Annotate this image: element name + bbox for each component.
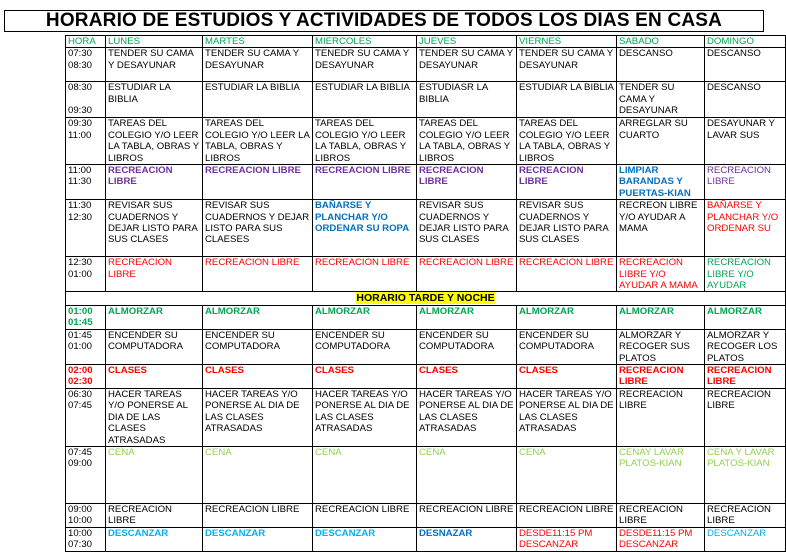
activity-cell: HACER TAREAS Y/O PONERSE AL DIA DE LAS CLASES ATRASADAS bbox=[417, 388, 517, 446]
activity-cell: RECREACION LIBRE bbox=[617, 503, 705, 527]
activity-cell: ENCENDER SU COMPUTADORA bbox=[106, 329, 203, 364]
activity-cell: RECREACION LIBRE bbox=[705, 503, 786, 527]
activity-cell: TAREAS DEL COLEGIO Y/O LEER LA TABLA, OBRAS Y LIBROS bbox=[106, 118, 203, 165]
table-row bbox=[66, 329, 786, 364]
section-banner-label: HORARIO TARDE Y NOCHE bbox=[356, 292, 495, 305]
activity-cell: DESNAZAR bbox=[417, 527, 517, 551]
activity-cell: DESAYUNAR Y LAVAR SUS bbox=[705, 118, 786, 165]
activity-cell: ALMORZAR bbox=[203, 305, 313, 329]
table-row bbox=[66, 446, 786, 503]
activity-cell: CENA bbox=[106, 446, 203, 503]
activity-cell: CENA bbox=[517, 446, 617, 503]
hour-cell: 01:45 01:00 bbox=[66, 329, 106, 364]
activity-cell: ALMORZAR bbox=[417, 305, 517, 329]
activity-cell: RECREACION LIBRE bbox=[417, 503, 517, 527]
activity-cell: RECREACION LIBRE bbox=[106, 257, 203, 292]
hour-cell: 09:00 10:00 bbox=[66, 503, 106, 527]
activity-cell: DESCANZAR bbox=[106, 527, 203, 551]
activity-cell: ENCENDER SU COMPUTADORA bbox=[517, 329, 617, 364]
hour-cell: 07:30 08:30 bbox=[66, 48, 106, 82]
activity-cell: RECREACION LIBRE bbox=[417, 165, 517, 200]
activity-cell: RECREACION LIBRE bbox=[517, 503, 617, 527]
activity-cell: ALMORZAR bbox=[313, 305, 417, 329]
hour-cell: 08:30 09:30 bbox=[66, 82, 106, 118]
activity-cell: TENDER SU CAMA Y DESAYUNAR bbox=[517, 48, 617, 82]
table-row bbox=[66, 200, 786, 257]
column-header: MARTES bbox=[203, 36, 313, 48]
activity-cell: ALMORZAR Y RECOGER SUS PLATOS bbox=[617, 329, 705, 364]
activity-cell: RECREACION LIBRE bbox=[203, 165, 313, 200]
activity-cell: ALMORZAR bbox=[517, 305, 617, 329]
activity-cell: BAÑARSE Y PLANCHAR Y/O ORDENAR SU ROPA bbox=[313, 200, 417, 257]
activity-cell: RECREACION LIBRE bbox=[517, 165, 617, 200]
section-banner bbox=[66, 292, 786, 305]
activity-cell: ENCENDER SU COMPUTADORA bbox=[417, 329, 517, 364]
activity-cell: DESCANSO bbox=[705, 82, 786, 118]
activity-cell: CLASES bbox=[313, 364, 417, 388]
activity-cell: CLASES bbox=[203, 364, 313, 388]
table-row bbox=[66, 364, 786, 388]
hour-cell: 09:30 11:00 bbox=[66, 118, 106, 165]
hour-cell: 07:45 09:00 bbox=[66, 446, 106, 503]
activity-cell: CLASES bbox=[417, 364, 517, 388]
schedule-table bbox=[65, 35, 786, 552]
activity-cell: ALMORZAR bbox=[705, 305, 786, 329]
activity-cell: RECREACION LIBRE bbox=[106, 165, 203, 200]
page-title: HORARIO DE ESTUDIOS Y ACTIVIDADES DE TODOS LOS DIAS EN CASA bbox=[4, 10, 764, 32]
activity-cell: ALMORZAR Y RECOGER LOS PLATOS bbox=[705, 329, 786, 364]
hour-cell: 02:00 02:30 bbox=[66, 364, 106, 388]
activity-cell: DESDE11:15 PM DESCANZAR bbox=[617, 527, 705, 551]
activity-cell: TAREAS DEL COLEGIO Y/O LEER LA TABLA, OBRAS Y LIBROS bbox=[517, 118, 617, 165]
activity-cell: RECREACION LIBRE bbox=[705, 364, 786, 388]
activity-cell: BAÑARSE Y PLANCHAR Y/O ORDENAR SU bbox=[705, 200, 786, 257]
activity-cell: RECREACION LIBRE bbox=[705, 165, 786, 200]
activity-cell: RECREACION LIBRE bbox=[313, 257, 417, 292]
activity-cell: RECREACION LIBRE bbox=[417, 257, 517, 292]
activity-cell: RECREACION LIBRE bbox=[203, 257, 313, 292]
table-row bbox=[66, 305, 786, 329]
table-row bbox=[66, 165, 786, 200]
activity-cell: RECREACION LIBRE bbox=[106, 503, 203, 527]
activity-cell: HACER TAREAS Y/O PONERSE AL DIA DE LAS CLASES ATRASADAS bbox=[517, 388, 617, 446]
hour-cell: 12:30 01:00 bbox=[66, 257, 106, 292]
table-row bbox=[66, 118, 786, 165]
activity-cell: ESTUDIAR LA BIBLIA bbox=[203, 82, 313, 118]
activity-cell: CLASES bbox=[106, 364, 203, 388]
activity-cell: REVISAR SUS CUADERNOS Y DEJAR LISTO PARA SUS CLAESES bbox=[203, 200, 313, 257]
table-row bbox=[66, 388, 786, 446]
column-header: SABADO bbox=[617, 36, 705, 48]
activity-cell: DESCANZAR bbox=[705, 527, 786, 551]
hour-cell: 10:00 07:30 bbox=[66, 527, 106, 551]
activity-cell: ALMORZAR bbox=[617, 305, 705, 329]
activity-cell: DESCANSO bbox=[705, 48, 786, 82]
activity-cell: RECREACION LIBRE Y/O AYUDAR A MAMA bbox=[617, 257, 705, 292]
activity-cell: CENA bbox=[203, 446, 313, 503]
section-banner-row bbox=[66, 292, 786, 305]
activity-cell: LIMPIAR BARANDAS Y PUERTAS-KIAN bbox=[617, 165, 705, 200]
activity-cell: ALMORZAR bbox=[106, 305, 203, 329]
column-header: LUNES bbox=[106, 36, 203, 48]
hour-cell: 01:00 01:45 bbox=[66, 305, 106, 329]
activity-cell: REVISAR SUS CUADERNOS Y DEJAR LISTO PARA SUS CLASES bbox=[106, 200, 203, 257]
activity-cell: CENA bbox=[417, 446, 517, 503]
activity-cell: HACER TAREAS Y/O PONERSE AL DIA DE LAS CLASES ATRASADAS bbox=[106, 388, 203, 446]
activity-cell: REVISAR SUS CUADERNOS Y DEJAR LISTO PARA SUS CLASES bbox=[517, 200, 617, 257]
activity-cell: DESDE11:15 PM DESCANZAR bbox=[517, 527, 617, 551]
activity-cell: RECREACION LIBRE Y/O AYUDAR bbox=[705, 257, 786, 292]
activity-cell: HACER TAREAS Y/O PONERSE AL DIA DE LAS CLASES ATRASADAS bbox=[203, 388, 313, 446]
activity-cell: RECREON LIBRE Y/O AYUDAR A MAMA bbox=[617, 200, 705, 257]
activity-cell: ENCENDER SU COMPUTADORA bbox=[313, 329, 417, 364]
column-header: MIERCOLES bbox=[313, 36, 417, 48]
activity-cell: CENAY LAVAR PLATOS-KIAN bbox=[617, 446, 705, 503]
activity-cell: DESCANZAR bbox=[313, 527, 417, 551]
hour-cell: 06:30 07:45 bbox=[66, 388, 106, 446]
activity-cell: RECREACION LIBRE bbox=[313, 165, 417, 200]
activity-cell: RECREACION LIBRE bbox=[313, 503, 417, 527]
column-header: HORA bbox=[66, 36, 106, 48]
activity-cell: TENDER SU CAMA Y DESAYUNAR bbox=[417, 48, 517, 82]
activity-cell: ARREGLAR SU CUARTO bbox=[617, 118, 705, 165]
activity-cell: ESTUDIAR LA BIBLIA bbox=[106, 82, 203, 118]
table-row bbox=[66, 527, 786, 551]
activity-cell: DESCANZAR bbox=[203, 527, 313, 551]
activity-cell: ESTUDIAR LA BIBLIA bbox=[313, 82, 417, 118]
activity-cell: TAREAS DEL COLEGIO Y/O LEER LA TABLA, OBRAS Y LIBROS bbox=[313, 118, 417, 165]
activity-cell: TENDER SU CAMA Y DESAYUNAR bbox=[203, 48, 313, 82]
activity-cell: RECREACION LIBRE bbox=[617, 364, 705, 388]
activity-cell: TAREAS DEL COLEGIO Y/O LEER LA TABLA, OBRAS Y LIBROS bbox=[417, 118, 517, 165]
activity-cell: REVISAR SUS CUADERNOS Y DEJAR LISTO PARA SUS CLASES bbox=[417, 200, 517, 257]
column-header: VIERNES bbox=[517, 36, 617, 48]
table-row bbox=[66, 257, 786, 292]
column-header: DOMINGO bbox=[705, 36, 786, 48]
activity-cell: CENA bbox=[313, 446, 417, 503]
activity-cell: ENCENDER SU COMPUTADORA bbox=[203, 329, 313, 364]
activity-cell: DESCANSO bbox=[617, 48, 705, 82]
activity-cell: CLASES bbox=[517, 364, 617, 388]
activity-cell: HACER TAREAS Y/O PONERSE AL DIA DE LAS CLASES ATRASADAS bbox=[313, 388, 417, 446]
activity-cell: TAREAS DEL COLEGIO Y/O LEER LA TABLA, OBRAS Y LIBROS bbox=[203, 118, 313, 165]
activity-cell: RECREACION LIBRE bbox=[203, 503, 313, 527]
table-row bbox=[66, 48, 786, 82]
activity-cell: TENDER SU CAMA Y DESAYUNAR bbox=[106, 48, 203, 82]
activity-cell: RECREACION LIBRE bbox=[705, 388, 786, 446]
hour-cell: 11:30 12:30 bbox=[66, 200, 106, 257]
activity-cell: RECREACION LIBRE bbox=[517, 257, 617, 292]
table-row bbox=[66, 503, 786, 527]
activity-cell: TENEDR SU CAMA Y DESAYUNAR bbox=[313, 48, 417, 82]
activity-cell: ESTUDIAR LA BIBLIA bbox=[517, 82, 617, 118]
activity-cell: TENDER SU CAMA Y DESAYUNAR bbox=[617, 82, 705, 118]
column-header: JUEVES bbox=[417, 36, 517, 48]
table-row bbox=[66, 82, 786, 118]
activity-cell: CENA Y LAVAR PLATOS-KIAN bbox=[705, 446, 786, 503]
header-row bbox=[66, 36, 786, 48]
activity-cell: RECREACION LIBRE bbox=[617, 388, 705, 446]
activity-cell: ESTUDIASR LA BIBLIA bbox=[417, 82, 517, 118]
hour-cell: 11:00 11:30 bbox=[66, 165, 106, 200]
